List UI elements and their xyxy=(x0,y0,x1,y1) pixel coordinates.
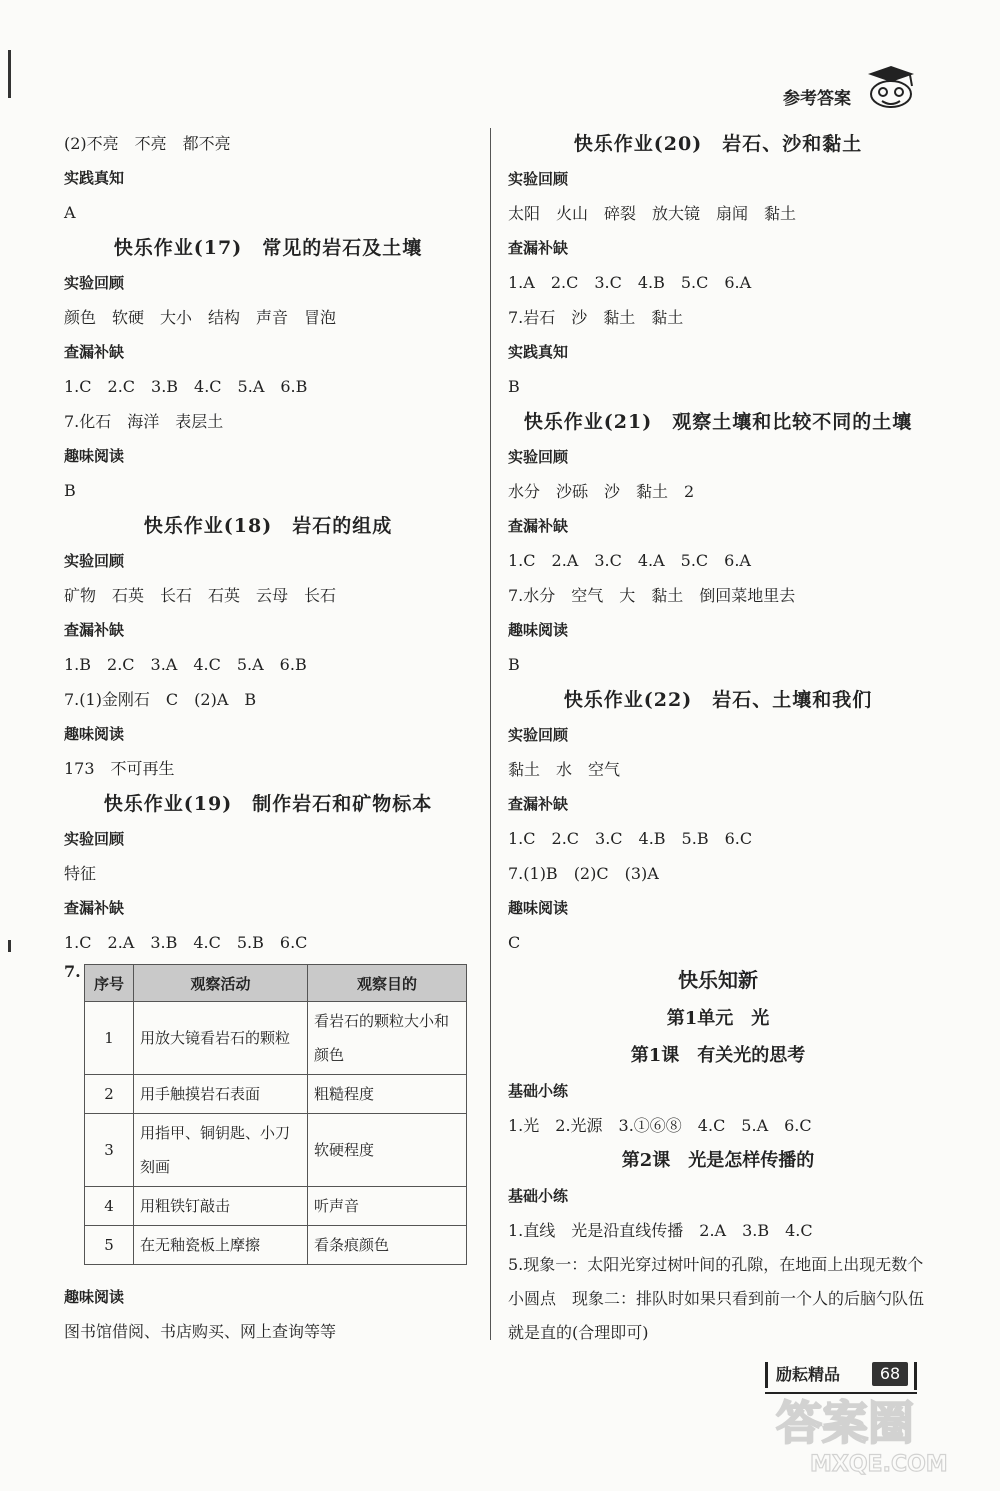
answer-line: 1.C 2.C 3.C 4.B 5.B 6.C xyxy=(508,829,753,848)
page-edge-mark xyxy=(8,50,11,98)
homework-22-title: 快乐作业(22) 岩石、土壤和我们 xyxy=(563,689,873,711)
section-label: 基础小练 xyxy=(508,1082,569,1100)
table-cell: 3 xyxy=(85,1114,134,1187)
answer-line: 1.B 2.C 3.A 4.C 5.A 6.B xyxy=(64,655,307,674)
section-label: 趣味阅读 xyxy=(508,621,569,639)
right-column xyxy=(508,126,928,1350)
answer-line: 1.直线 光是沿直线传播 2.A 3.B 4.C xyxy=(508,1221,813,1240)
table-header: 观察活动 xyxy=(134,965,308,1002)
table-cell: 用指甲、铜钥匙、小刀刻画 xyxy=(134,1114,308,1187)
column-divider xyxy=(490,128,491,1340)
table-cell: 4 xyxy=(85,1187,134,1226)
brand-label: 励耘精品 xyxy=(765,1362,840,1388)
watermark-main-text: 答案圈 xyxy=(776,1396,914,1450)
answer-line: 1.光 2.光源 3.①⑥⑧ 4.C 5.A 6.C xyxy=(508,1116,812,1135)
answer-line: 矿物 石英 长石 石英 云母 长石 xyxy=(64,586,337,605)
section-label: 实验回顾 xyxy=(508,448,569,466)
page-number: 68 xyxy=(872,1362,908,1386)
section-label: 趣味阅读 xyxy=(64,1288,125,1306)
answer-line: 黏土 水 空气 xyxy=(508,760,621,779)
table-cell: 用放大镜看岩石的颗粒 xyxy=(134,1002,308,1075)
answer-line: 7.化石 海洋 表层土 xyxy=(64,412,224,431)
section-label: 实践真知 xyxy=(508,343,569,361)
table-cell: 看条痕颜色 xyxy=(307,1226,466,1265)
new-knowledge-title: 快乐知新 xyxy=(678,968,758,992)
section-label: 趣味阅读 xyxy=(64,447,125,465)
table-row xyxy=(85,1187,467,1226)
table-cell: 5 xyxy=(85,1226,134,1265)
table-cell: 听声音 xyxy=(307,1187,466,1226)
section-label: 查漏补缺 xyxy=(508,517,569,535)
homework-19-title: 快乐作业(19) 制作岩石和矿物标本 xyxy=(103,793,433,815)
answer-line: C xyxy=(508,933,521,952)
answer-line: 太阳 火山 碎裂 放大镜 扇闻 黏土 xyxy=(508,204,797,223)
lesson-2-title: 第2课 光是怎样传播的 xyxy=(621,1150,815,1171)
section-label: 实验回顾 xyxy=(508,170,569,188)
answer-line: B xyxy=(64,481,76,500)
table-row xyxy=(85,1226,467,1265)
answer-line: 7.水分 空气 大 黏土 倒回菜地里去 xyxy=(508,586,796,605)
section-label: 查漏补缺 xyxy=(64,621,125,639)
table-cell: 在无釉瓷板上摩擦 xyxy=(134,1226,308,1265)
section-label: 实验回顾 xyxy=(64,830,125,848)
homework-20-title: 快乐作业(20) 岩石、沙和黏土 xyxy=(573,133,863,155)
section-label: 查漏补缺 xyxy=(64,899,125,917)
page-edge-dot xyxy=(8,940,11,952)
answer-line: B xyxy=(508,655,520,674)
answer-line: 颜色 软硬 大小 结构 声音 冒泡 xyxy=(64,308,337,327)
section-label: 查漏补缺 xyxy=(508,795,569,813)
answer-line: B xyxy=(508,377,520,396)
section-label: 实验回顾 xyxy=(508,726,569,744)
table-cell: 看岩石的颗粒大小和颜色 xyxy=(307,1002,466,1075)
table-header: 观察目的 xyxy=(307,965,466,1002)
answer-line: 1.C 2.A 3.C 4.A 5.C 6.A xyxy=(508,551,751,570)
watermark-logo xyxy=(770,1387,980,1479)
table-cell: 软硬程度 xyxy=(307,1114,466,1187)
section-label: 基础小练 xyxy=(508,1187,569,1205)
answer-paragraph: 5.现象一：太阳光穿过树叶间的孔隙，在地面上出现无数个小圆点 现象二：排队时如果只看到前一个人的后脑勺队伍就是直的(合理即可) xyxy=(508,1255,925,1342)
watermark-url-text: MXQE.COM xyxy=(810,1452,948,1477)
answer-line: 7.(1)金刚石 C (2)A B xyxy=(64,690,257,709)
answer-line: 7.(1)B (2)C (3)A xyxy=(508,864,659,883)
answer-line: A xyxy=(64,203,76,222)
section-label: 实践真知 xyxy=(64,169,125,187)
table-cell: 用手触摸岩石表面 xyxy=(134,1075,308,1114)
section-label: 趣味阅读 xyxy=(508,899,569,917)
table-header: 序号 xyxy=(85,965,134,1002)
observation-table xyxy=(84,964,467,1265)
graduate-mascot-icon xyxy=(860,64,922,110)
homework-17-title: 快乐作业(17) 常见的岩石及土壤 xyxy=(113,237,423,259)
section-label: 趣味阅读 xyxy=(64,725,125,743)
header-label: 参考答案 xyxy=(783,89,851,109)
question-number: 7. xyxy=(64,962,81,981)
left-column xyxy=(64,126,472,1349)
section-label: 实验回顾 xyxy=(64,552,125,570)
section-label: 实验回顾 xyxy=(64,274,125,292)
homework-18-title: 快乐作业(18) 岩石的组成 xyxy=(143,515,393,537)
table-row xyxy=(85,1002,467,1075)
section-label: 查漏补缺 xyxy=(64,343,125,361)
lesson-1-title: 第1课 有关光的思考 xyxy=(630,1045,806,1066)
table-cell: 粗糙程度 xyxy=(307,1075,466,1114)
answer-line: 1.A 2.C 3.C 4.B 5.C 6.A xyxy=(508,273,752,292)
table-cell: 2 xyxy=(85,1075,134,1114)
table-row xyxy=(85,1075,467,1114)
question-7-table-block xyxy=(64,960,472,1280)
answer-line: 图书馆借阅、书店购买、网上查询等等 xyxy=(64,1322,337,1341)
section-label: 查漏补缺 xyxy=(508,239,569,257)
answer-line: 水分 沙砾 沙 黏土 2 xyxy=(508,482,695,501)
answer-line: (2)不亮 不亮 都不亮 xyxy=(64,134,231,153)
footer-bar xyxy=(914,1362,917,1390)
unit-title: 第1单元 光 xyxy=(666,1008,770,1029)
table-row xyxy=(85,1114,467,1187)
homework-21-title: 快乐作业(21) 观察土壤和比较不同的土壤 xyxy=(523,411,913,433)
answer-line: 7.岩石 沙 黏土 黏土 xyxy=(508,308,684,327)
table-cell: 用粗铁钉敲击 xyxy=(134,1187,308,1226)
answer-line: 特征 xyxy=(64,864,97,883)
answer-line: 1.C 2.C 3.B 4.C 5.A 6.B xyxy=(64,377,308,396)
answer-line: 1.C 2.A 3.B 4.C 5.B 6.C xyxy=(64,933,308,952)
table-cell: 1 xyxy=(85,1002,134,1075)
answer-line: 173 不可再生 xyxy=(64,759,175,778)
